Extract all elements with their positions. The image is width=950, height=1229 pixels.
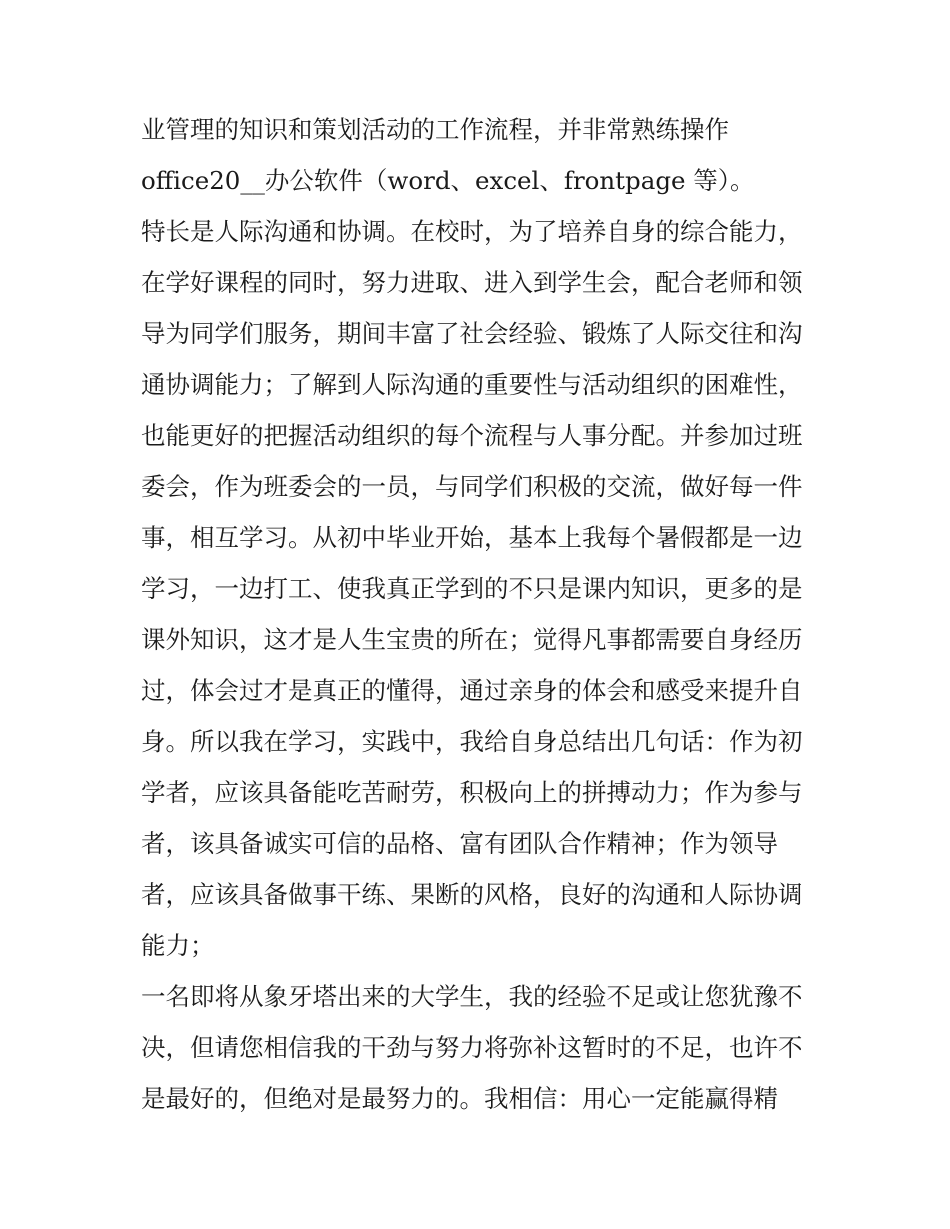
text-line-17: 能力； — [141, 931, 215, 960]
text-line-7: 也能更好的把握活动组织的每个流程与人事分配。并参加过班 — [141, 421, 803, 450]
text-line-5: 导为同学们服务，期间丰富了社会经验、锻炼了人际交往和沟 — [141, 319, 803, 348]
text-line-11: 课外知识，这才是人生宝贵的所在；觉得凡事都需要自身经历 — [141, 625, 803, 654]
text-line-1: 业管理的知识和策划活动的工作流程，并非常熟练操作 — [141, 115, 729, 144]
text-line-15: 者，该具备诚实可信的品格、富有团队合作精神；作为领导 — [141, 829, 778, 858]
text-line-4: 在学好课程的同时，努力进取、进入到学生会，配合老师和领 — [141, 268, 803, 297]
text-line-10: 学习，一边打工、使我真正学到的不只是课内知识，更多的是 — [141, 574, 803, 603]
text-line-8: 委会，作为班委会的一员，与同学们积极的交流，做好每一件 — [141, 472, 803, 501]
text-line-2: office20__办公软件（word、excel、frontpage 等）。 — [141, 166, 755, 195]
text-line-18: 一名即将从象牙塔出来的大学生，我的经验不足或让您犹豫不 — [141, 982, 803, 1011]
text-line-20: 是最好的，但绝对是最努力的。我相信：用心一定能赢得精 — [141, 1084, 778, 1113]
text-line-13: 身。所以我在学习，实践中，我给自身总结出几句话：作为初 — [141, 727, 803, 756]
text-line-12: 过，体会过才是真正的懂得，通过亲身的体会和感受来提升自 — [141, 676, 803, 705]
text-line-6: 通协调能力；了解到人际沟通的重要性与活动组织的困难性， — [141, 370, 803, 399]
text-line-3: 特长是人际沟通和协调。在校时，为了培养自身的综合能力， — [141, 217, 803, 246]
text-line-14: 学者，应该具备能吃苦耐劳，积极向上的拼搏动力；作为参与 — [141, 778, 803, 807]
text-line-16: 者，应该具备做事干练、果断的风格，良好的沟通和人际协调 — [141, 880, 803, 909]
document-body — [141, 104, 821, 1124]
text-line-9: 事，相互学习。从初中毕业开始，基本上我每个暑假都是一边 — [141, 523, 803, 552]
text-line-19: 决，但请您相信我的干劲与努力将弥补这暂时的不足，也许不 — [141, 1033, 803, 1062]
